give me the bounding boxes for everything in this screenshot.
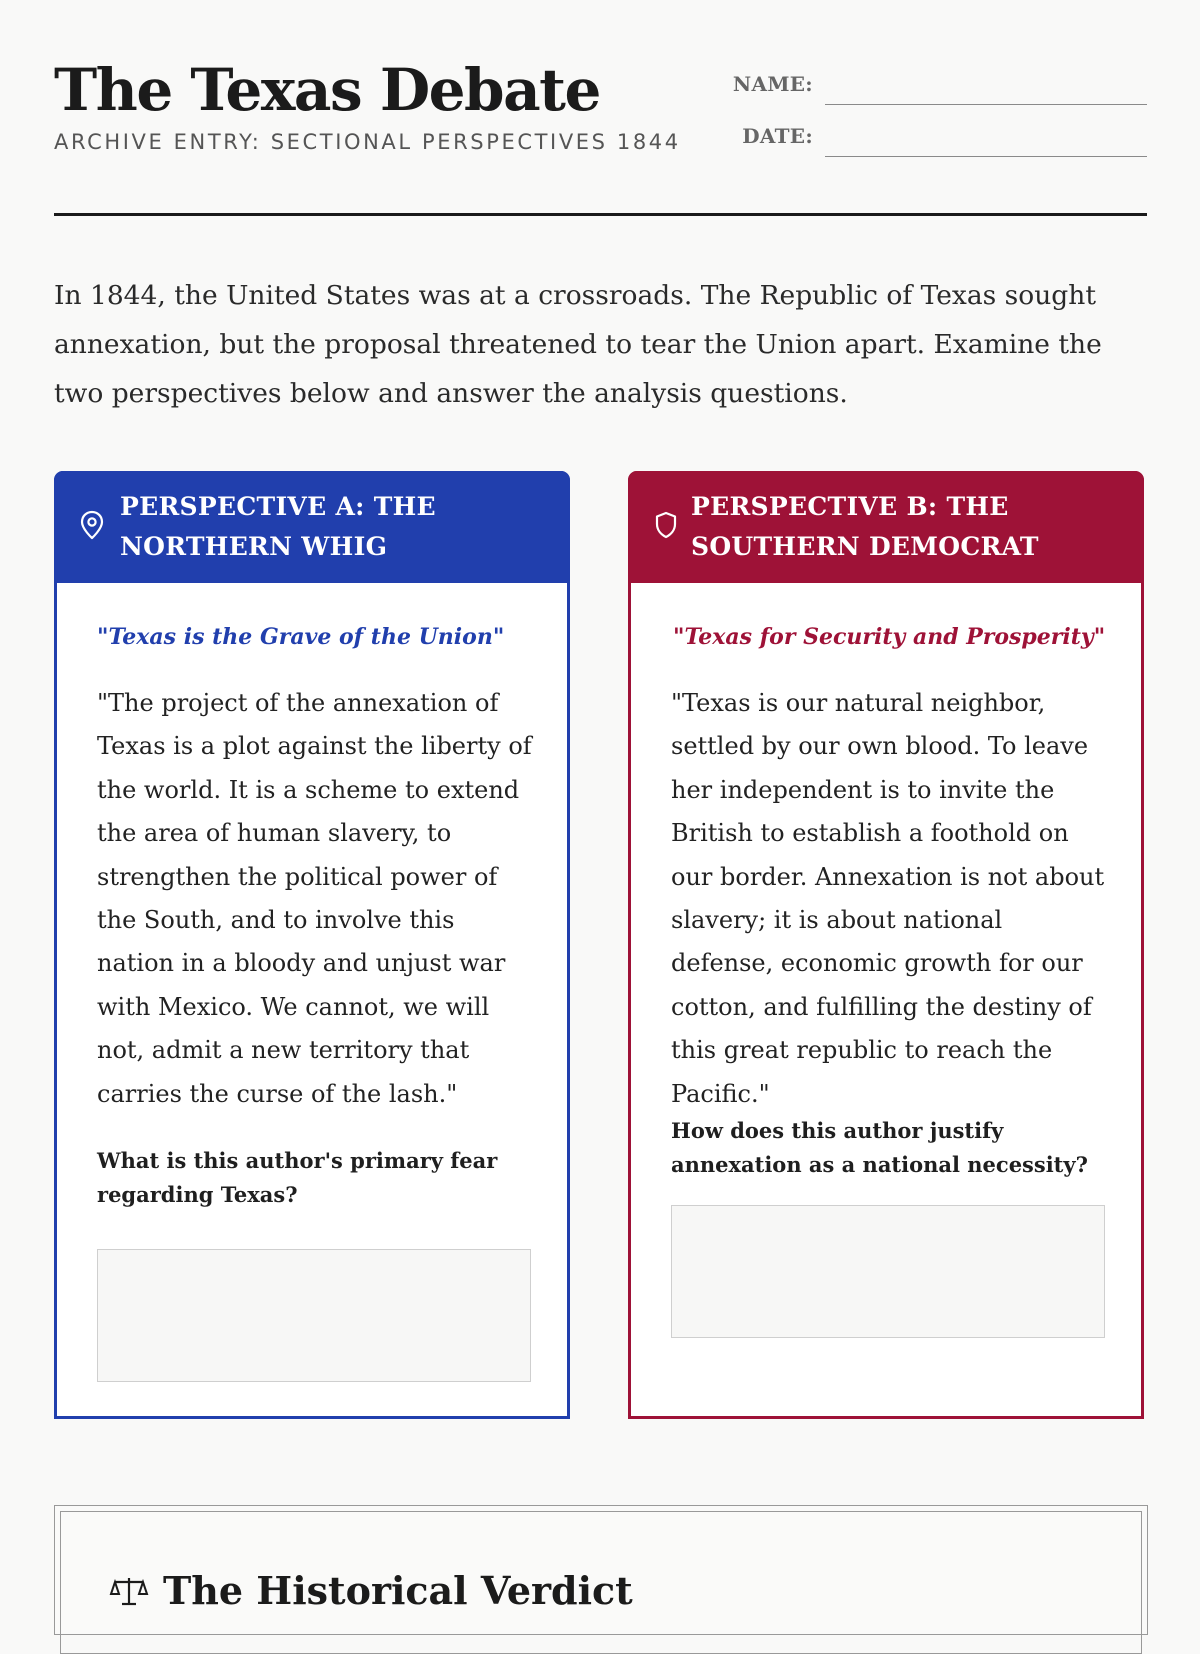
date-label: DATE:: [742, 124, 813, 148]
perspective-a-title: PERSPECTIVE A: THE NORTHERN WHIG: [120, 492, 436, 561]
worksheet-header: [54, 52, 1147, 217]
perspective-a-question: What is this author's primary fear regarding Texas?: [97, 1148, 498, 1207]
scales-icon: [109, 1576, 149, 1606]
perspective-b-card: [628, 471, 1144, 1419]
name-input[interactable]: [825, 70, 1147, 105]
perspective-a-answer-box[interactable]: [97, 1249, 531, 1382]
map-pin-icon: [78, 509, 106, 541]
verdict-section: [54, 1505, 1148, 1635]
perspective-a-quote: "The project of the annexation of Texas is a plot against the liberty of the world. It is a scheme to extend the area of human slavery, to strengthen the political power of the South, and to involve this nation in a bloody and unjust war with Mexico. We cannot, we will not, admit a new territory that carries the curse of the lash.": [97, 689, 532, 1108]
perspective-a-card: [54, 471, 570, 1419]
date-field-row: [727, 118, 1147, 154]
name-label: NAME:: [732, 72, 813, 96]
perspective-b-header: [628, 471, 1144, 583]
perspective-b-quote: "Texas is our natural neighbor, settled by our own blood. To leave her independent is to invite the British to establish a foothold on our border. Annexation is not about slavery; it is about national defense, economic growth for our cotton, and fulfilling the destiny of this great republic to reach the Pacific.": [671, 689, 1105, 1108]
page-subtitle: ARCHIVE ENTRY: SECTIONAL PERSPECTIVES 1844: [54, 130, 681, 154]
perspective-b-title: PERSPECTIVE B: THE SOUTHERN DEMOCRAT: [691, 492, 1039, 561]
shield-icon: [652, 509, 680, 541]
perspective-b-quote-title: "Texas for Security and Prosperity": [673, 624, 1106, 650]
perspective-b-question: How does this author justify annexation as a national necessity?: [671, 1118, 1088, 1177]
date-input[interactable]: [825, 122, 1147, 157]
header-divider: [54, 213, 1147, 216]
perspective-b-answer-box[interactable]: [671, 1205, 1105, 1338]
name-field-row: [727, 66, 1147, 102]
perspective-a-quote-title: "Texas is the Grave of the Union": [97, 624, 505, 650]
page-title: The Texas Debate: [54, 56, 600, 124]
perspective-a-header: [54, 471, 570, 583]
verdict-title: The Historical Verdict: [163, 1568, 633, 1613]
intro-paragraph: In 1844, the United States was at a crossroads. The Republic of Texas sought annexation, but the proposal threatened to tear the Union apart. Examine the two perspectives below and answer the analysis questions.: [54, 280, 1102, 409]
